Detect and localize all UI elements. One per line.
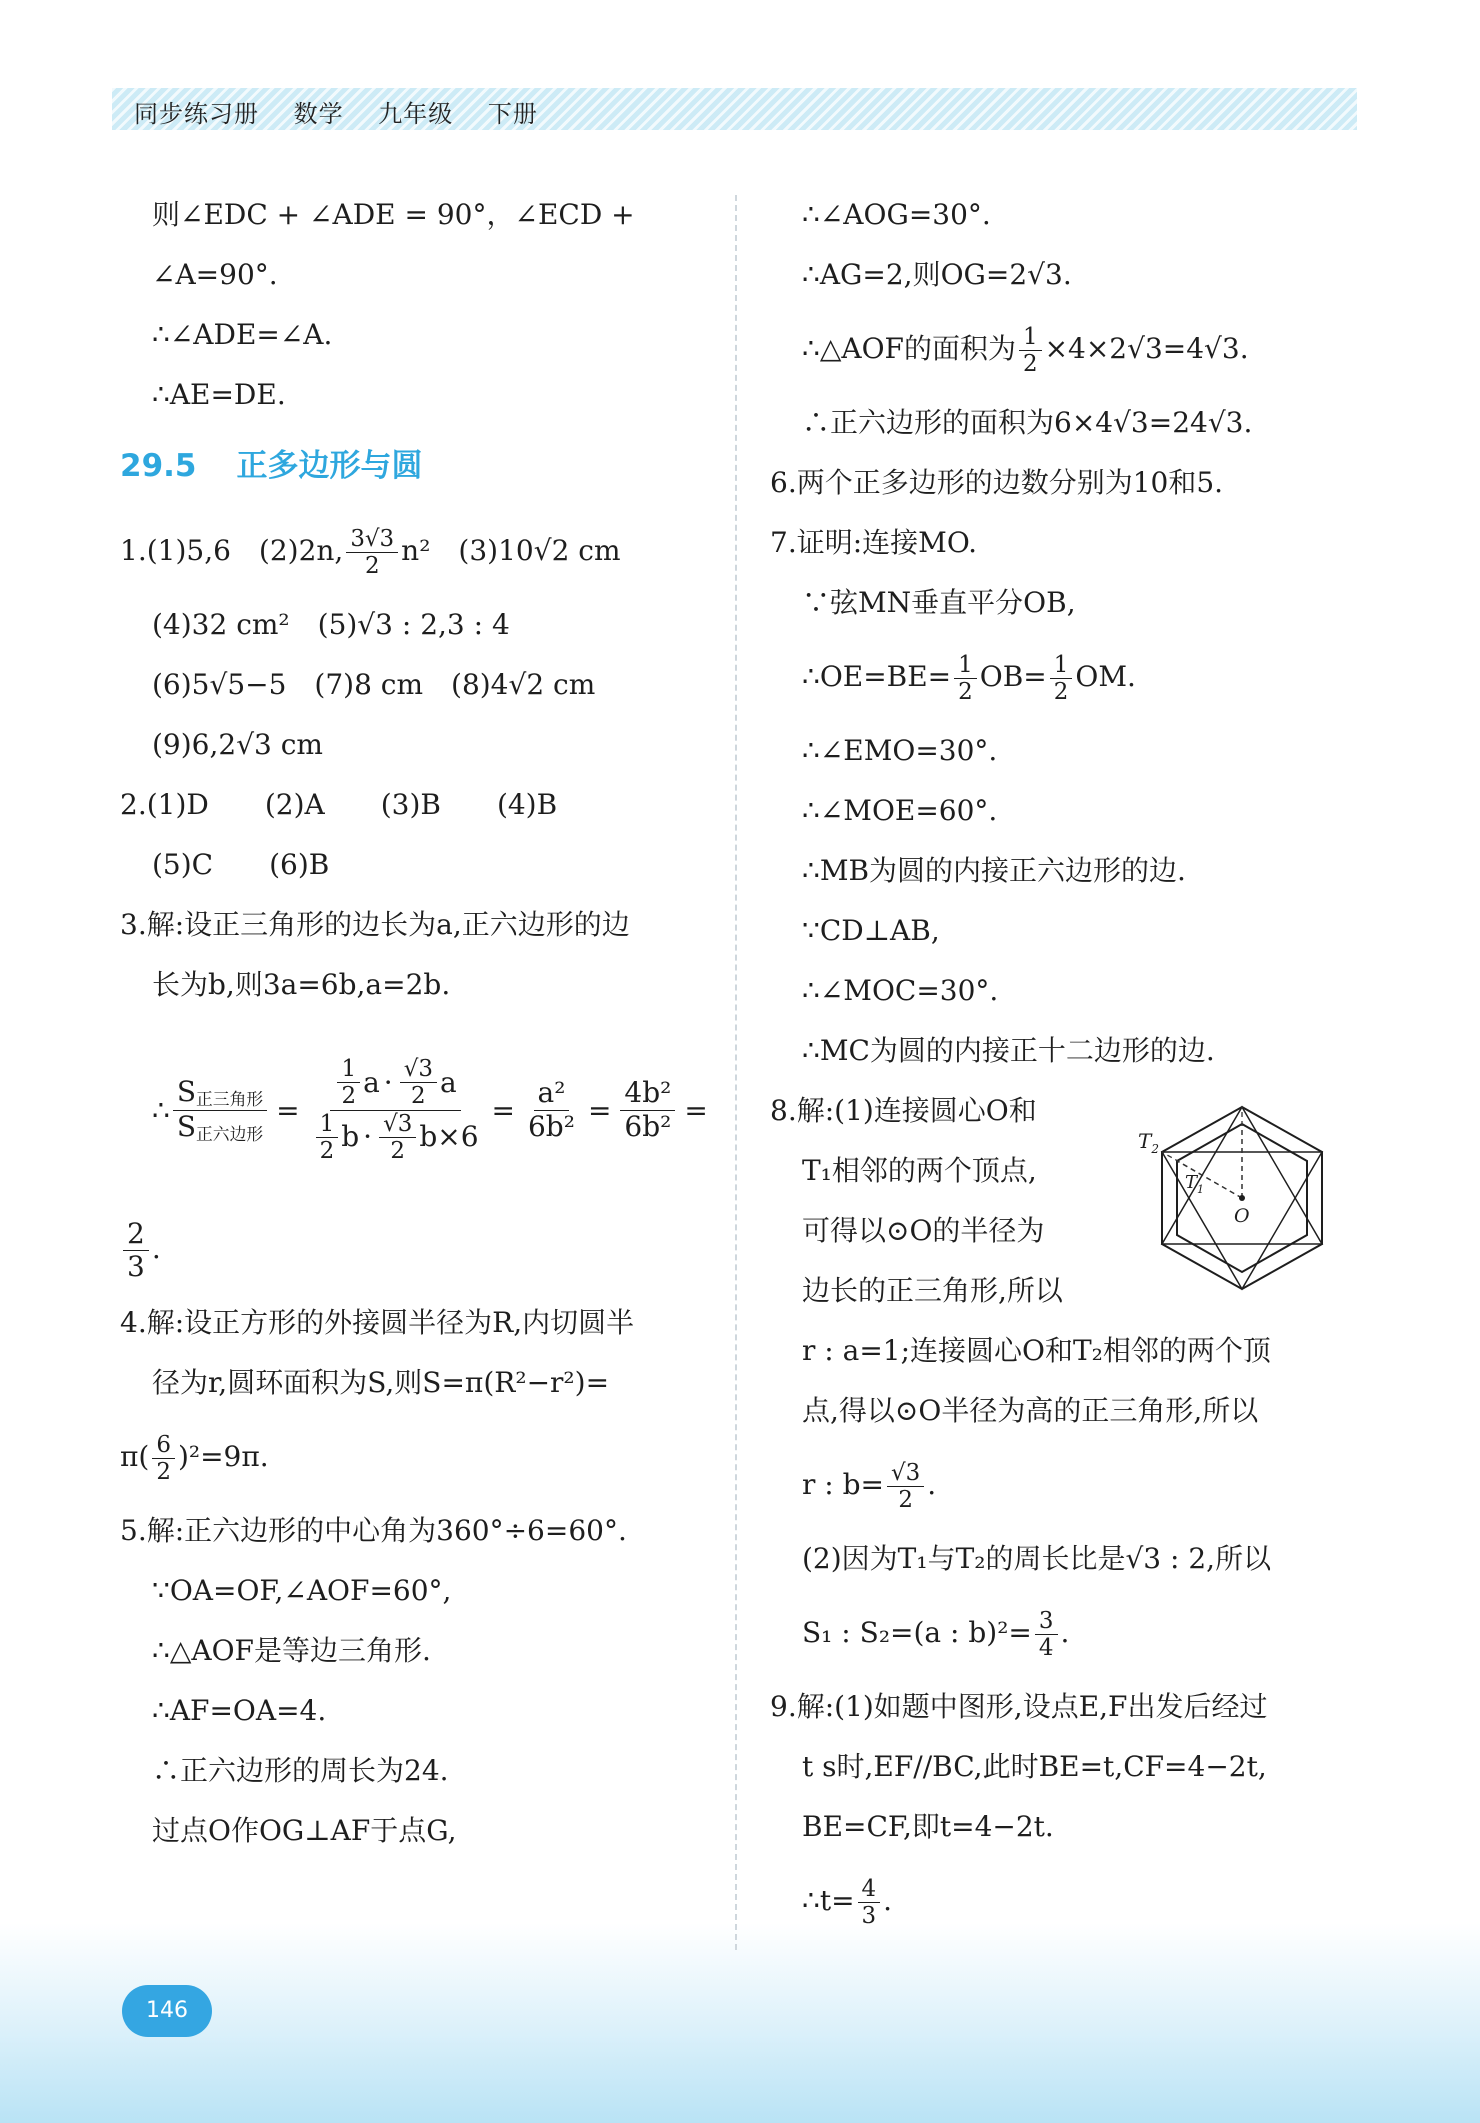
text-line: ∵OA=OF,∠AOF=60°, (152, 1574, 452, 1607)
text-line: 则∠EDC + ∠ADE = 90°，∠ECD + (152, 198, 635, 231)
text-line: 点,得以⊙O半径为高的正三角形,所以 (802, 1394, 1259, 1427)
denominator: 3 (127, 1250, 145, 1283)
denominator: 2 (958, 679, 973, 705)
text-line (120, 507, 720, 595)
column-divider (735, 195, 737, 1950)
text-line (770, 1441, 1370, 1529)
header-grade: 九年级 (378, 100, 454, 128)
section-title: 正多边形与圆 (236, 448, 423, 484)
s-symbol: S (176, 1075, 197, 1108)
text-line: ∴∠AOG=30°. (802, 198, 991, 231)
right-column (770, 185, 1370, 1945)
numerator: 1 (316, 1111, 339, 1138)
text-line (120, 1413, 720, 1501)
text-part: ×4×2√3=4√3. (1044, 332, 1249, 365)
text-line: r : a=1;连接圆心O和T₂相邻的两个顶 (802, 1334, 1271, 1367)
numerator: 6 (152, 1432, 175, 1459)
text-line: 2.(1)D (2)A (3)B (4)B (120, 788, 558, 821)
text-line: ∴∠EMO=30°. (802, 734, 998, 767)
period: . (151, 1232, 161, 1265)
text-line: (6)5√5−5 (7)8 cm (8)4√2 cm (152, 668, 596, 701)
text-line: ∴∠MOE=60°. (802, 794, 998, 827)
text-line: 4.解:设正方形的外接圆半径为R,内切圆半 (120, 1306, 635, 1339)
equals-sign: = (587, 1093, 612, 1127)
numerator: √3 (379, 1111, 416, 1138)
page-number: 146 (122, 1985, 212, 2037)
numerator: √3 (400, 1056, 437, 1083)
text-line: 可得以⊙O的半径为 (802, 1214, 1045, 1247)
text-line: (5)C (6)B (152, 848, 330, 881)
text-line: ∴AF=OA=4. (152, 1694, 327, 1727)
fraction (152, 1432, 175, 1486)
text-part: S₁ : S₂=(a : b)²= (802, 1616, 1032, 1649)
denominator: 4 (1038, 1635, 1054, 1661)
numerator: 3 (1035, 1608, 1058, 1635)
fraction (954, 652, 977, 706)
text-line: 边长的正三角形,所以 (802, 1274, 1063, 1307)
denominator: 2 (411, 1083, 426, 1110)
text-line: 径为r,圆环面积为S,则S=π(R²−r²)= (152, 1366, 610, 1399)
text-line: BE=CF,即t=4−2t. (802, 1810, 1054, 1843)
fraction (316, 1111, 339, 1165)
text-line (120, 1205, 720, 1293)
text-line: (4)32 cm² (5)√3 : 2,3 : 4 (152, 608, 510, 641)
hexagon-figure (1130, 1100, 1355, 1310)
text-line: ∴AE=DE. (152, 378, 286, 411)
header-volume: 下册 (487, 100, 538, 128)
left-column (120, 185, 720, 1861)
text-part: . (927, 1468, 937, 1501)
fraction (1050, 652, 1073, 706)
text-line: t s时,EF//BC,此时BE=t,CF=4−2t, (802, 1750, 1267, 1783)
denominator (309, 1111, 483, 1165)
denominator: 6b² (527, 1109, 575, 1143)
text-line (770, 1857, 1370, 1945)
fraction (620, 1077, 675, 1142)
equals-sign: = (491, 1093, 515, 1127)
numerator: 1 (1050, 652, 1073, 679)
text-line: 5.解:正六边形的中心角为360°÷6=60°. (120, 1514, 627, 1547)
therefore-sign: ∴ (152, 1093, 170, 1127)
text-line: 过点O作OG⊥AF于点G, (152, 1814, 457, 1847)
dot: · (363, 1120, 373, 1154)
center-point (1239, 1195, 1245, 1201)
var: b (341, 1120, 360, 1154)
text-part: . (883, 1884, 893, 1917)
header-subject: 数学 (293, 100, 344, 128)
denominator: 3 (861, 1903, 877, 1929)
label-t1: $T_1$ (1185, 1172, 1205, 1196)
label-t2: $T_2$ (1138, 1129, 1159, 1156)
label-o: O (1234, 1205, 1250, 1227)
numerator (173, 1076, 267, 1111)
text-line: ∴∠ADE=∠A. (152, 318, 333, 351)
text-part: ∴△AOF的面积为 (802, 332, 1016, 365)
text-line (770, 305, 1370, 393)
denominator: 2 (364, 553, 380, 579)
text-part: ∴OE=BE= (802, 660, 952, 693)
section-number: 29.5 (120, 448, 197, 484)
text-line: T₁相邻的两个顶点, (802, 1154, 1037, 1187)
text-line: 3.解:设正三角形的边长为a,正六边形的边 (120, 908, 630, 941)
text-line: ∴正六边形的周长为24. (152, 1754, 449, 1787)
fraction (379, 1111, 416, 1165)
denominator: 2 (156, 1459, 171, 1485)
text-part: . (1060, 1616, 1070, 1649)
var: b×6 (419, 1120, 479, 1154)
text-line: ∵CD⊥AB, (802, 914, 940, 947)
text-line: (2)因为T₁与T₂的周长比是√3 : 2,所以 (802, 1542, 1272, 1575)
page-header (112, 88, 1357, 130)
denominator: 6b² (624, 1109, 672, 1143)
header-book: 同步练习册 (134, 100, 259, 128)
text-part: )²=9π. (177, 1440, 269, 1473)
text-part: ∴t= (802, 1884, 855, 1917)
equation-row (152, 1015, 720, 1205)
text-part: π( (120, 1440, 150, 1473)
fraction (337, 1056, 360, 1110)
hexagon-diagram (1130, 1100, 1355, 1310)
text-line: ∴AG=2,则OG=2√3. (802, 258, 1072, 291)
text-line (770, 1589, 1370, 1677)
equals-sign: = (684, 1093, 708, 1127)
fraction (173, 1076, 267, 1144)
numerator: √3 (887, 1460, 924, 1487)
fraction (524, 1077, 579, 1142)
numerator: 2 (123, 1218, 149, 1251)
fraction (1019, 324, 1042, 378)
q1-part-b: n² (3)10√2 cm (401, 534, 621, 567)
text-line: ∴△AOF是等边三角形. (152, 1634, 431, 1667)
var: a (439, 1065, 457, 1099)
bottom-gradient (0, 1923, 1480, 2123)
text-line: 6.两个正多边形的边数分别为10和5. (770, 466, 1224, 499)
denominator: 2 (341, 1083, 357, 1110)
fraction (887, 1460, 924, 1514)
section-heading (120, 425, 720, 507)
numerator: 1 (1019, 324, 1042, 351)
header-text (134, 94, 564, 129)
fraction (309, 1056, 483, 1165)
denominator: 2 (319, 1137, 335, 1164)
text-part: r : b= (802, 1468, 885, 1501)
text-line: 7.证明:连接MO. (770, 526, 978, 559)
denominator: 2 (1053, 679, 1069, 705)
numerator: 3√3 (346, 526, 398, 553)
numerator: 1 (337, 1056, 360, 1083)
text-line: ∴MB为圆的内接正六边形的边. (802, 854, 1186, 887)
text-line (770, 633, 1370, 721)
fraction (858, 1876, 881, 1930)
numerator: a² (534, 1077, 570, 1110)
text-line: ∵弦MN垂直平分OB, (802, 586, 1076, 619)
q1-part-a: 1.(1)5,6 (2)2n, (120, 534, 344, 567)
denominator: 2 (1022, 351, 1038, 377)
numerator: 1 (954, 652, 977, 679)
text-part: OM. (1075, 660, 1136, 693)
numerator: 4 (858, 1876, 881, 1903)
text-line: ∴正六边形的面积为6×4√3=24√3. (802, 406, 1253, 439)
denominator: 2 (898, 1487, 913, 1513)
text-line: ∴MC为圆的内接正十二边形的边. (802, 1034, 1215, 1067)
numerator: 4b² (620, 1077, 675, 1110)
text-line: 8.解:(1)连接圆心O和 (770, 1094, 1037, 1127)
text-line: 9.解:(1)如题中图形,设点E,F出发后经过 (770, 1690, 1268, 1723)
subscript: 正三角形 (196, 1089, 264, 1110)
subscript: 正六边形 (196, 1123, 264, 1144)
fraction (346, 526, 398, 580)
equals-sign: = (276, 1093, 300, 1127)
s-symbol: S (176, 1109, 197, 1143)
text-line: (9)6,2√3 cm (152, 728, 323, 761)
numerator (330, 1056, 460, 1111)
fraction (400, 1056, 437, 1110)
text-line: ∠A=90°. (152, 258, 278, 291)
denominator (173, 1111, 267, 1145)
dot: · (383, 1065, 393, 1099)
text-line: ∴∠MOC=30°. (802, 974, 999, 1007)
fraction (123, 1218, 149, 1283)
area-ratio-equation (120, 1015, 720, 1205)
var: a (363, 1065, 380, 1099)
text-part: OB= (979, 660, 1047, 693)
denominator: 2 (390, 1137, 405, 1164)
fraction (1035, 1608, 1058, 1662)
text-line: 长为b,则3a=6b,a=2b. (152, 968, 451, 1001)
